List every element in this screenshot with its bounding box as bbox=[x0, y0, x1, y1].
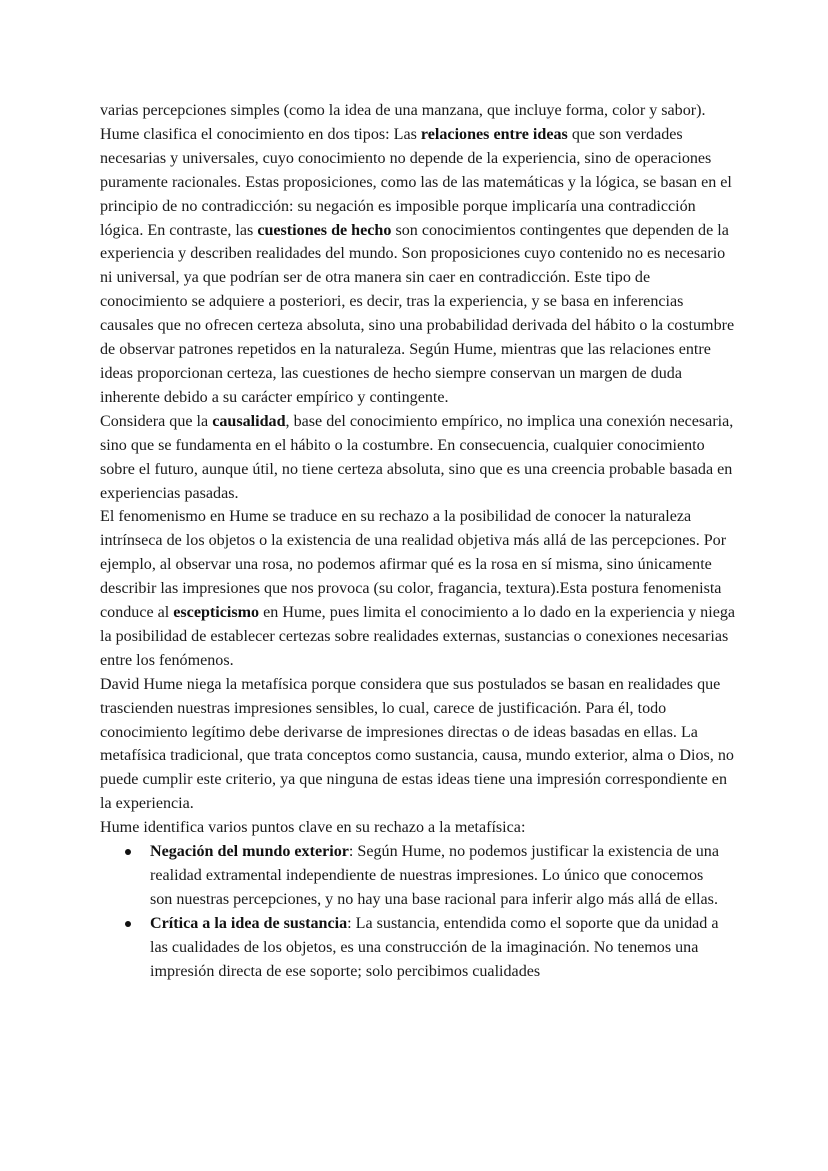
text-run: son conocimientos contingentes que dependen de la experiencia y describen realidades del mundo. Son proposiciones cuyo contenido no es necesario ni universal, ya que podrían ser de otra manera sin caer en contradicción. Este tipo de conocimiento se adquiere a posteriori, es decir, tras la experiencia, y se basa en inferencias causales que no ofrecen certeza absoluta, sino una probabilidad derivada del hábito o la costumbre de observar patrones repetidos en la naturaleza. Según Hume, mientras que las relaciones entre ideas proporcionan certeza, las cuestiones de hecho siempre conservan un margen de duda inherente debido a su carácter empírico y contingente. bbox=[100, 221, 735, 406]
key-points-list bbox=[100, 840, 740, 983]
text-run: que son verdades necesarias y universales, cuyo conocimiento no depende de la experiencia, sino de operaciones puramente racionales. Estas proposiciones, como las de las matemáticas y la lógica, se basan en el principio de no contradicción: su negación es imposible porque implicaría una contradicción lógica. En contraste, las bbox=[100, 125, 732, 239]
paragraph-knowledge-types bbox=[100, 123, 740, 410]
paragraph-key-points-intro bbox=[100, 816, 740, 840]
text-run: Hume identifica varios puntos clave en su rechazo a la metafísica: bbox=[100, 819, 526, 837]
list-item bbox=[100, 840, 725, 912]
bullet-icon bbox=[125, 921, 131, 927]
text-run: El fenomenismo en Hume se traduce en su rechazo a la posibilidad de conocer la naturaleza intrínseca de los objetos o la existencia de una realidad objetiva más allá de las percepciones. Por ejemplo, al observar una rosa, no podemos afirmar qué es la rosa en sí misma, sino únicamente describir las impresiones que nos provoca (su color, fragancia, textura).Esta postura fenomenista conduce al bbox=[100, 508, 727, 622]
paragraph-phenomenism bbox=[100, 505, 740, 672]
paragraph-metaphysics bbox=[100, 673, 740, 816]
text-run: David Hume niega la metafísica porque considera que sus postulados se basan en realidades que trascienden nuestras impresiones sensibles, lo cual, carece de justificación. Para él, todo conocimiento legítimo debe derivarse de impresiones directas o de ideas basadas en ellas. La metafísica tradicional, que trata conceptos como sustancia, causa, mundo exterior, alma o Dios, no puede cumplir este criterio, ya que ninguna de estas ideas tiene una impresión correspondiente en la experiencia. bbox=[100, 675, 734, 813]
bold-term-causalidad: causalidad bbox=[212, 412, 286, 430]
paragraph-causality bbox=[100, 410, 740, 506]
bullet-text: : Según Hume, no podemos justificar la existencia de una realidad extramental independiente de nuestras impresiones. Lo único que conocemos son nuestras percepciones, y no hay una base racional para inferir algo más allá de ellas. bbox=[150, 843, 719, 908]
bullet-icon bbox=[125, 849, 131, 855]
bold-term-relaciones-entre-ideas: relaciones entre ideas bbox=[420, 125, 568, 143]
text-run: Hume clasifica el conocimiento en dos tipos: Las bbox=[100, 125, 421, 143]
text-run: varias percepciones simples (como la idea de una manzana, que incluye forma, color y sabor). bbox=[100, 102, 706, 119]
paragraph-continuation bbox=[100, 99, 740, 123]
text-run: Considera que la bbox=[100, 412, 213, 430]
text-run: en Hume, pues limita el conocimiento a lo dado en la experiencia y niega la posibilidad de establecer certezas sobre realidades externas, sustancias o conexiones necesarias entre los fenómenos. bbox=[100, 604, 736, 669]
text-run: , base del conocimiento empírico, no implica una conexión necesaria, sino que se fundamenta en el hábito o la costumbre. En consecuencia, cualquier conocimiento sobre el futuro, aunque útil, no tiene certeza absoluta, sino que es una creencia probable basada en experiencias pasadas. bbox=[100, 412, 734, 502]
bullet-title: Negación del mundo exterior bbox=[150, 843, 349, 861]
bullet-text: : La sustancia, entendida como el soporte que da unidad a las cualidades de los objetos, es una construcción de la imaginación. No tenemos una impresión directa de ese soporte; solo percibimos cualidades bbox=[150, 914, 719, 980]
bullet-title: Crítica a la idea de sustancia bbox=[150, 914, 348, 932]
bold-term-escepticismo: escepticismo bbox=[173, 604, 260, 622]
bold-term-cuestiones-de-hecho: cuestiones de hecho bbox=[257, 221, 392, 239]
document-page bbox=[100, 99, 740, 984]
list-item bbox=[100, 912, 725, 984]
